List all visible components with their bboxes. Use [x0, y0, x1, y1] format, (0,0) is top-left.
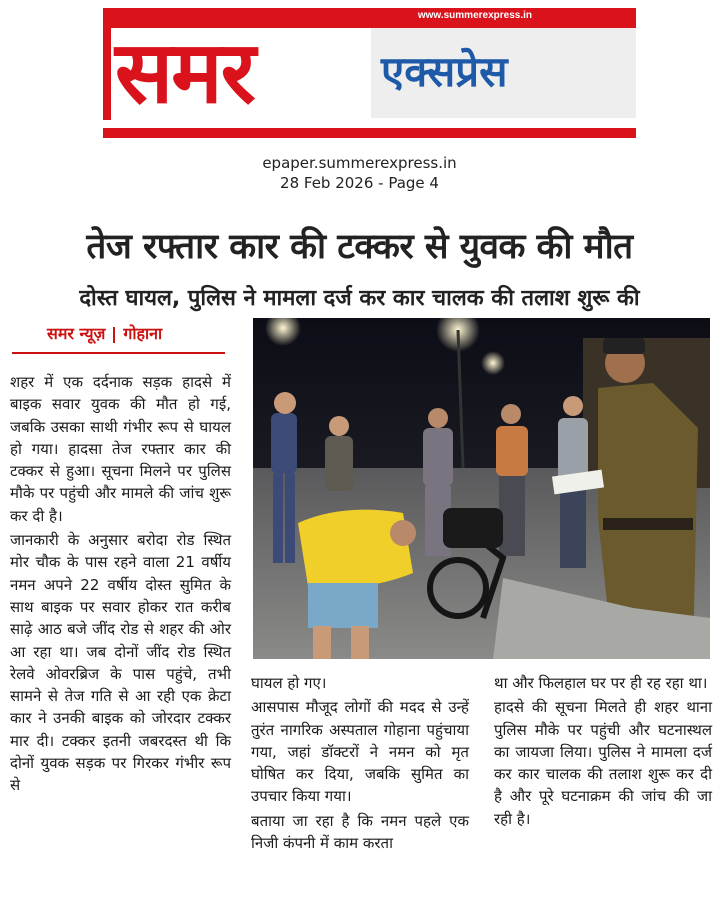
byline-source: समर न्यूज़: [47, 324, 106, 343]
byline: [47, 322, 162, 344]
paragraph: आसपास मौजूद लोगों की मदद से उन्हें तुरंत नागरिक अस्पताल गोहाना पहुंचाया गया, जहां डॉक्टरों ने नमन को मृत घोषित कर दिया, जबकि सुमित का उपचार किया गया।: [251, 698, 469, 806]
byline-divider: [113, 327, 115, 343]
paragraph: घायल हो गए।: [251, 674, 327, 692]
accident-scene-photo: [253, 318, 710, 659]
byline-rule: [12, 352, 225, 354]
paragraph: बताया जा रहा है कि नमन पहले एक निजी कंपनी में काम करता: [251, 811, 469, 853]
edition-date-page: 28 Feb 2026 - Page 4: [280, 174, 439, 192]
masthead-left-bar: [103, 28, 111, 120]
paragraph: था और फिलहाल घर पर ही रह रहा था।: [494, 674, 708, 692]
byline-place: गोहाना: [123, 324, 163, 343]
article-column-3: [494, 672, 712, 830]
masthead-url: www.summerexpress.in: [417, 10, 532, 21]
article-column-1: [10, 371, 231, 797]
brand-logo-main: समर: [115, 23, 254, 123]
brand-logo-sub: एक्सप्रेस: [381, 47, 508, 96]
masthead: [103, 8, 636, 138]
paragraph: जानकारी के अनुसार बरोदा रोड स्थित मोर चौक के पास रहने वाला 21 वर्षीय नमन अपने 22 वर्षीय दोस्त सुमित के साथ बाइक पर सवार होकर रात करीब साढ़े आठ बजे जींद रोड से शहर की ओर आ रहा था। जब दोनों जींद रोड स्थित रेलवे ओवरब्रिज के पास पहुंचे, तभी सामने से तेज गति से आ रही एक क्रेटा कार ने उनकी बाइक को जोरदार टक्कर मार दी। टक्कर इतनी जबरदस्त थी कि दोनों युवक सड़क पर गिरकर गंभीर रूप से: [10, 531, 231, 795]
masthead-bottom-bar: [103, 128, 636, 138]
paragraph: शहर में एक दर्दनाक सड़क हादसे में बाइक सवार युवक की मौत हो गई, जबकि उसका साथी गंभीर रूप से घायल हो गया। हादसा तेज रफ्तार कार की टक्कर से हुआ। सूचना मिलने पर पुलिस मौके पर पहुंची और मामले की जांच शुरू कर दी है।: [10, 373, 231, 525]
epaper-site: epaper.summerexpress.in: [262, 154, 457, 172]
article-column-2: [251, 672, 469, 854]
article-subheadline: दोस्त घायल, पुलिस ने मामला दर्ज कर कार चालक की तलाश शुरू की: [79, 286, 640, 311]
article-headline: तेज रफ्तार कार की टक्कर से युवक की मौत: [86, 227, 633, 267]
paragraph: हादसे की सूचना मिलते ही शहर थाना पुलिस मौके पर पहुंची और घटनास्थल का जायजा लिया। पुलिस ने मामला दर्ज कर कार चालक की तलाश शुरू कर दी है और पूरे घटनाक्रम की जांच की जा रही है।: [494, 698, 712, 828]
